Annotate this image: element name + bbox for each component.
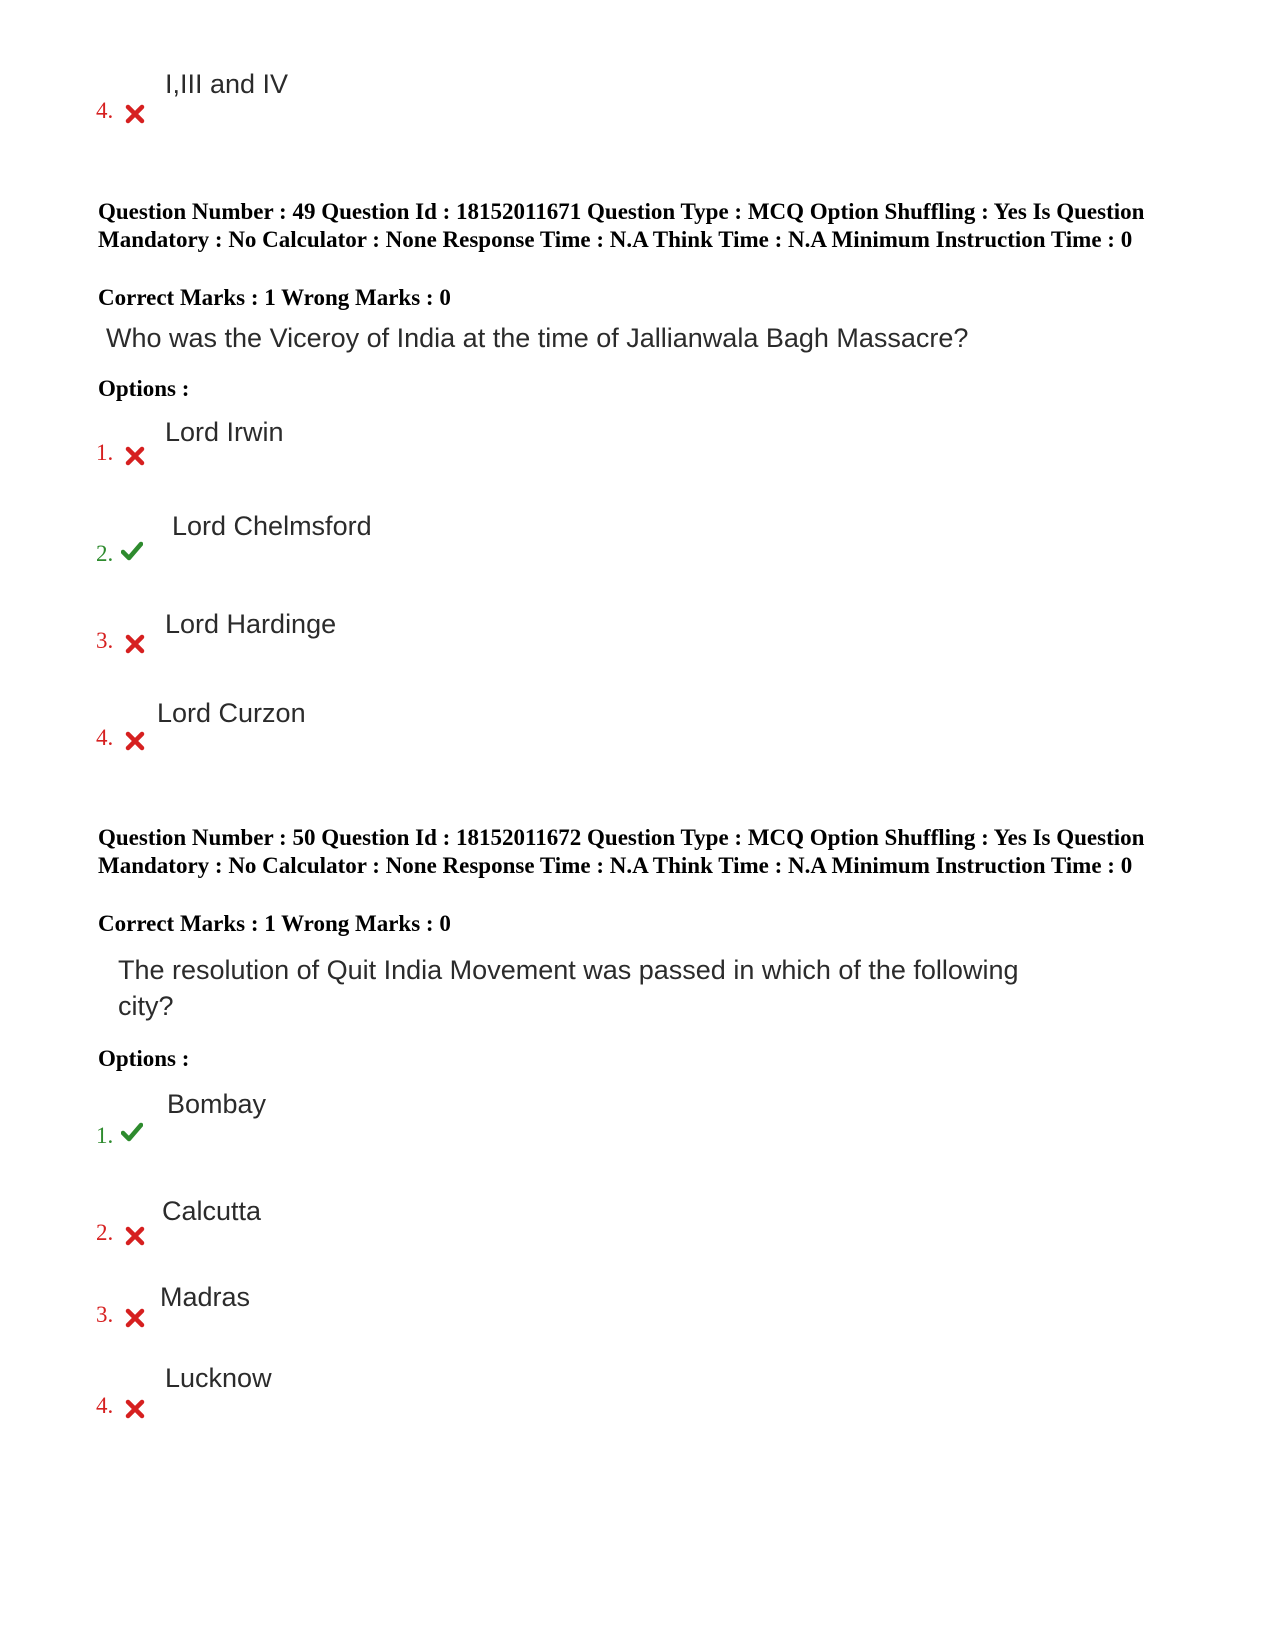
checkmark-icon [121, 1121, 143, 1143]
question-text: Who was the Viceroy of India at the time of Jallianwala Bagh Massacre? [106, 323, 969, 353]
option-text: Madras [160, 1282, 251, 1312]
cross-icon [124, 633, 146, 655]
option-text: Calcutta [162, 1196, 262, 1226]
option-number: 2. [96, 1220, 114, 1245]
option-number: 1. [96, 440, 114, 465]
option-number: 1. [96, 1123, 114, 1148]
option-number: 3. [96, 628, 114, 653]
cross-icon [124, 1398, 146, 1420]
options-label: Options : [98, 1046, 190, 1071]
option-text: Lord Irwin [165, 417, 284, 447]
question-marks: Correct Marks : 1 Wrong Marks : 0 [98, 285, 451, 310]
option-number: 2. [96, 541, 114, 566]
cross-icon [124, 1307, 146, 1329]
cross-icon [124, 730, 146, 752]
options-label: Options : [98, 376, 190, 401]
cross-icon [124, 103, 146, 125]
option-text: I,III and IV [165, 69, 289, 99]
question-marks: Correct Marks : 1 Wrong Marks : 0 [98, 911, 451, 936]
option-text: Lucknow [165, 1363, 272, 1393]
option-text: Lord Hardinge [165, 609, 337, 639]
cross-icon [124, 445, 146, 467]
option-number: 4. [96, 1393, 114, 1418]
option-number: 3. [96, 1302, 114, 1327]
option-text: Lord Curzon [157, 698, 306, 728]
option-number: 4. [96, 98, 114, 123]
question-text: The resolution of Quit India Movement was passed in which of the following city? [118, 955, 1019, 1021]
option-number: 4. [96, 725, 114, 750]
cross-icon [124, 1225, 146, 1247]
option-text: Bombay [167, 1089, 267, 1119]
checkmark-icon [121, 540, 143, 562]
question-meta: Question Number : 50 Question Id : 18152011672 Question Type : MCQ Option Shuffling : Yes Is Question Mandatory : No Calculator : None Response Time : N.A Think Time : N.A Minimum Instruction Time : 0 [98, 825, 1145, 878]
option-text: Lord Chelmsford [172, 511, 372, 541]
question-meta: Question Number : 49 Question Id : 18152011671 Question Type : MCQ Option Shuffling : Yes Is Question Mandatory : No Calculator : None Response Time : N.A Think Time : N.A Minimum Instruction Time : 0 [98, 199, 1145, 252]
